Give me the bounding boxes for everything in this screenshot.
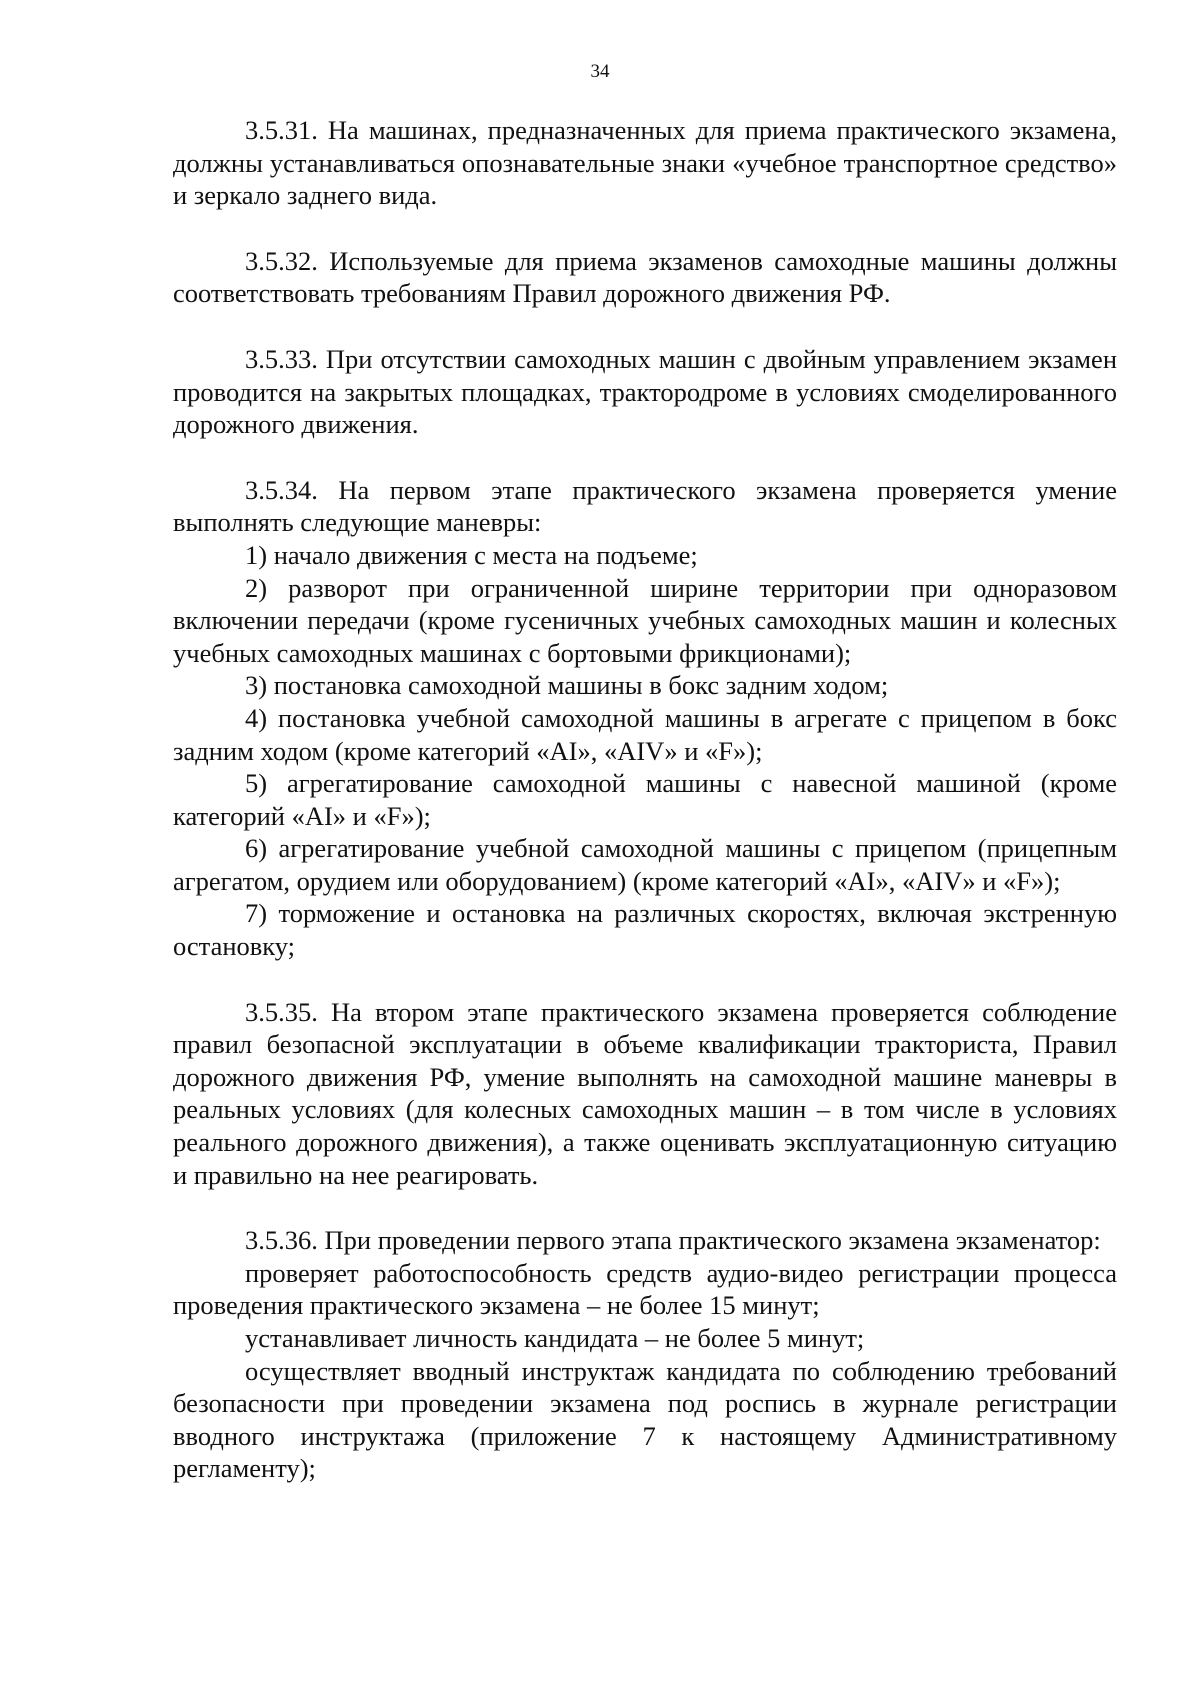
list-item-6: 6) агрегатирование учебной самоходной машины с прицепом (прицепным агрегатом, орудием или оборудованием) (кроме категорий «AI», «AIV» и «F»);	[173, 833, 1117, 896]
paragraph-3-5-32: 3.5.32. Используемые для приема экзаменов самоходные машины должны соответствовать требованиям Правил дорожного движения РФ.	[173, 245, 1117, 309]
paragraph-3-5-36: 3.5.36. При проведении первого этапа практического экзамена экзаменатор:	[245, 1225, 1101, 1256]
list-item-4: 4) постановка учебной самоходной машины в агрегате с прицепом в бокс задним ходом (кроме категорий «AI», «AIV» и «F»);	[173, 702, 1117, 766]
list-item-7: 7) торможение и остановка на различных скоростях, включая экстренную остановку;	[173, 898, 1117, 962]
page-number: 34	[590, 61, 610, 82]
paragraph-3-5-34: 3.5.34. На первом этапе практического экзамена проверяется умение выполнять следующие маневры:	[173, 474, 1117, 538]
paragraph-3-5-31: 3.5.31. На машинах, предназначенных для приема практического экзамена, должны устанавливаться опознавательные знаки «учебное транспортное средство» и зеркало заднего вида.	[173, 115, 1117, 211]
paragraph-3-5-35: 3.5.35. На втором этапе практического экзамена проверяется соблюдение правил безопасной эксплуатации в объеме квалификации тракториста, Правил дорожного движения РФ, умение выполнять на самоходной машине маневры в реальных условиях (для колесных самоходных машин – в том числе в условиях реального дорожного движения), а также оценивать эксплуатационную ситуацию и правильно на нее реагировать.	[173, 996, 1117, 1190]
list-item-5: 5) агрегатирование самоходной машины с навесной машиной (кроме категорий «AI» и «F»);	[173, 768, 1117, 831]
list-item-2: 2) разворот при ограниченной ширине территории при одноразовом включении передачи (кроме гусеничных учебных самоходных машин и колесных учебных самоходных машинах с бортовыми фрикционами);	[173, 572, 1117, 668]
list-item-3: 3) постановка самоходной машины в бокс задним ходом;	[245, 670, 889, 701]
sub-item-identity-check: устанавливает личность кандидата – не более 5 минут;	[245, 1323, 865, 1353]
document-body	[173, 114, 1117, 1485]
paragraph-3-5-33: 3.5.33. При отсутствии самоходных машин с двойным управлением экзамен проводится на закрытых площадках, трактородроме в условиях смоделированного дорожного движения.	[173, 343, 1117, 440]
sub-item-audio-video-check: проверяет работоспособность средств аудио-видео регистрации процесса проведения практического экзамена – не более 15 минут;	[173, 1257, 1117, 1321]
list-item-1: 1) начало движения с места на подъеме;	[245, 539, 698, 570]
sub-item-safety-briefing: осуществляет вводный инструктаж кандидата по соблюдению требований безопасности при проведении экзамена под роспись в журнале регистрации вводного инструктажа (приложение 7 к настоящему Административному регламенту);	[173, 1355, 1117, 1484]
